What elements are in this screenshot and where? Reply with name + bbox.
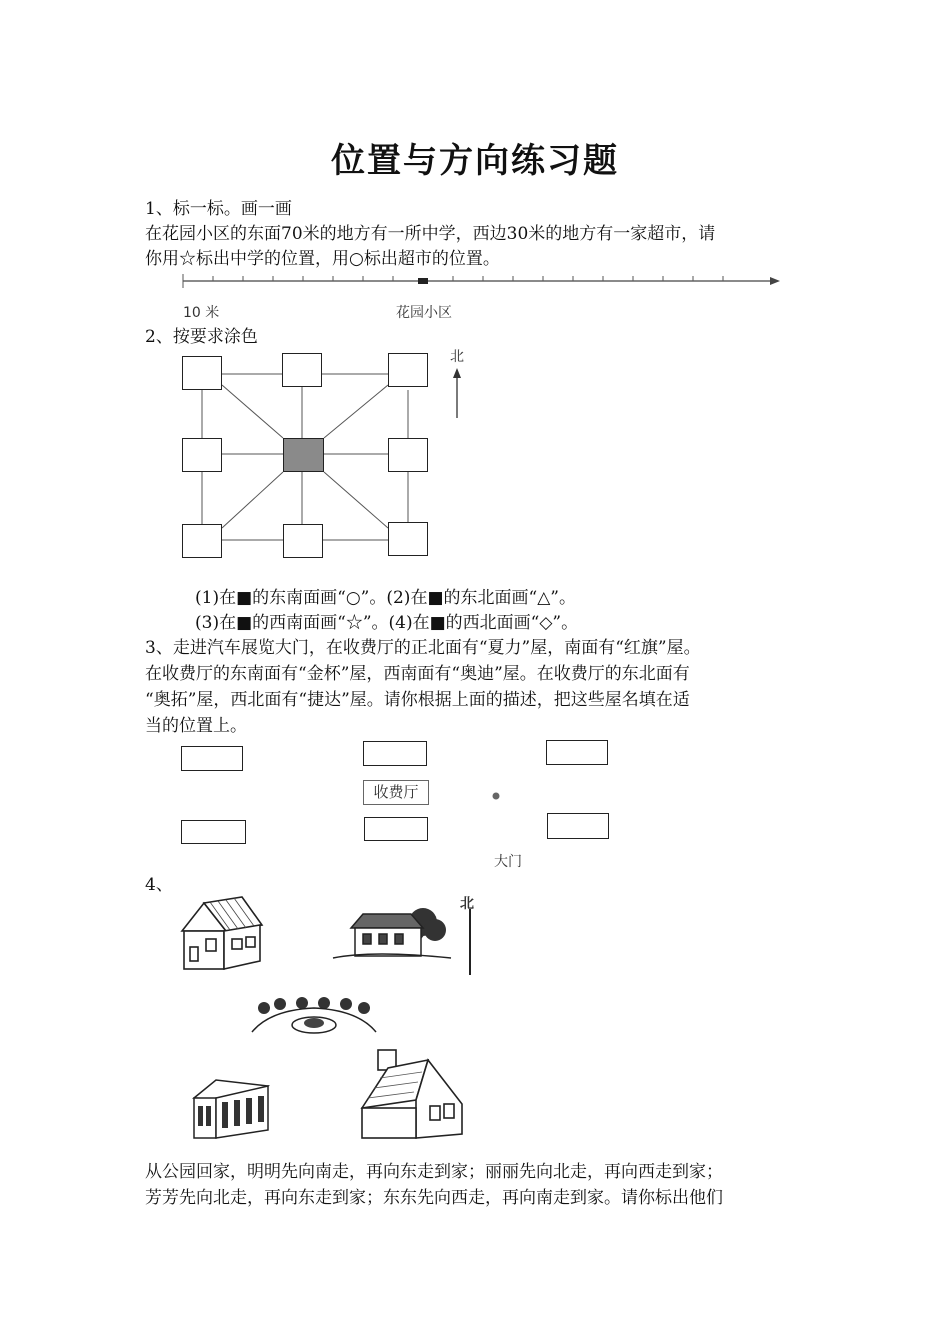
cell-center-filled — [283, 438, 324, 472]
page-title: 位置与方向练习题 — [331, 141, 619, 181]
cell-east[interactable] — [388, 438, 428, 472]
cell-west[interactable] — [182, 438, 222, 472]
q1-text-line2: 你用☆标出中学的位置，用○标出超市的位置。 — [145, 249, 500, 269]
grid-connectors — [0, 340, 950, 600]
number-line — [0, 268, 950, 308]
house-box-northeast[interactable] — [546, 740, 608, 765]
garden-marker — [418, 278, 428, 284]
park-icon — [250, 994, 380, 1044]
q4-heading: 4、 — [145, 875, 173, 895]
q2-north-label: 北 — [450, 349, 464, 365]
school-icon — [333, 900, 453, 970]
cell-southwest[interactable] — [182, 524, 222, 558]
gate-dot — [491, 791, 501, 801]
house-box-southeast[interactable] — [547, 813, 609, 839]
q3-text-line4: 当的位置上。 — [145, 716, 247, 736]
cell-southeast[interactable] — [388, 522, 428, 556]
house-box-northwest[interactable] — [181, 746, 243, 771]
q2-instruction-line1: (1)在■的东南面画“○”。(2)在■的东北面画“△”。 — [195, 588, 576, 608]
q1-heading: 1、标一标。画一画 — [145, 199, 292, 219]
building-icon — [192, 1076, 272, 1146]
house-box-north[interactable] — [363, 741, 427, 766]
house-icon-pitched — [178, 895, 268, 975]
q1-text-line1: 在花园小区的东面70米的地方有一所中学，西边30米的地方有一家超市，请 — [145, 224, 716, 244]
garden-label: 花园小区 — [396, 305, 452, 321]
q4-text-line2: 芳芳先向北走，再向东走到家；东东先向西走，再向南走到家。请你标出他们 — [145, 1188, 723, 1208]
q3-text-line3: “奥拓”屋，西北面有“捷达”屋。请你根据上面的描述，把这些屋名填在适 — [145, 690, 690, 710]
cell-northwest[interactable] — [182, 356, 222, 390]
toll-hall-label: 收费厅 — [363, 780, 429, 805]
house-box-southwest[interactable] — [181, 820, 246, 844]
cell-north[interactable] — [282, 353, 322, 387]
q4-text-line1: 从公园回家，明明先向南走，再向东走到家；丽丽先向北走，再向西走到家； — [145, 1162, 723, 1182]
q2-instruction-line2: (3)在■的西南面画“☆”。(4)在■的西北面画“◇”。 — [195, 613, 579, 633]
home-icon-chimney — [358, 1046, 468, 1141]
gate-label: 大门 — [494, 854, 522, 870]
q3-text-line1: 3、走进汽车展览大门，在收费厅的正北面有“夏力”屋，南面有“红旗”屋。 — [145, 638, 701, 658]
q4-north-arrow — [461, 905, 481, 975]
house-box-south[interactable] — [364, 817, 428, 841]
q2-heading: 2、按要求涂色 — [145, 327, 258, 347]
scale-label: 10 米 — [183, 305, 220, 321]
q3-text-line2: 在收费厅的东南面有“金杯”屋，西南面有“奥迪”屋。在收费厅的东北面有 — [145, 664, 690, 684]
q4-north-label: 北 — [460, 896, 474, 912]
cell-northeast[interactable] — [388, 353, 428, 387]
cell-south[interactable] — [283, 524, 323, 558]
